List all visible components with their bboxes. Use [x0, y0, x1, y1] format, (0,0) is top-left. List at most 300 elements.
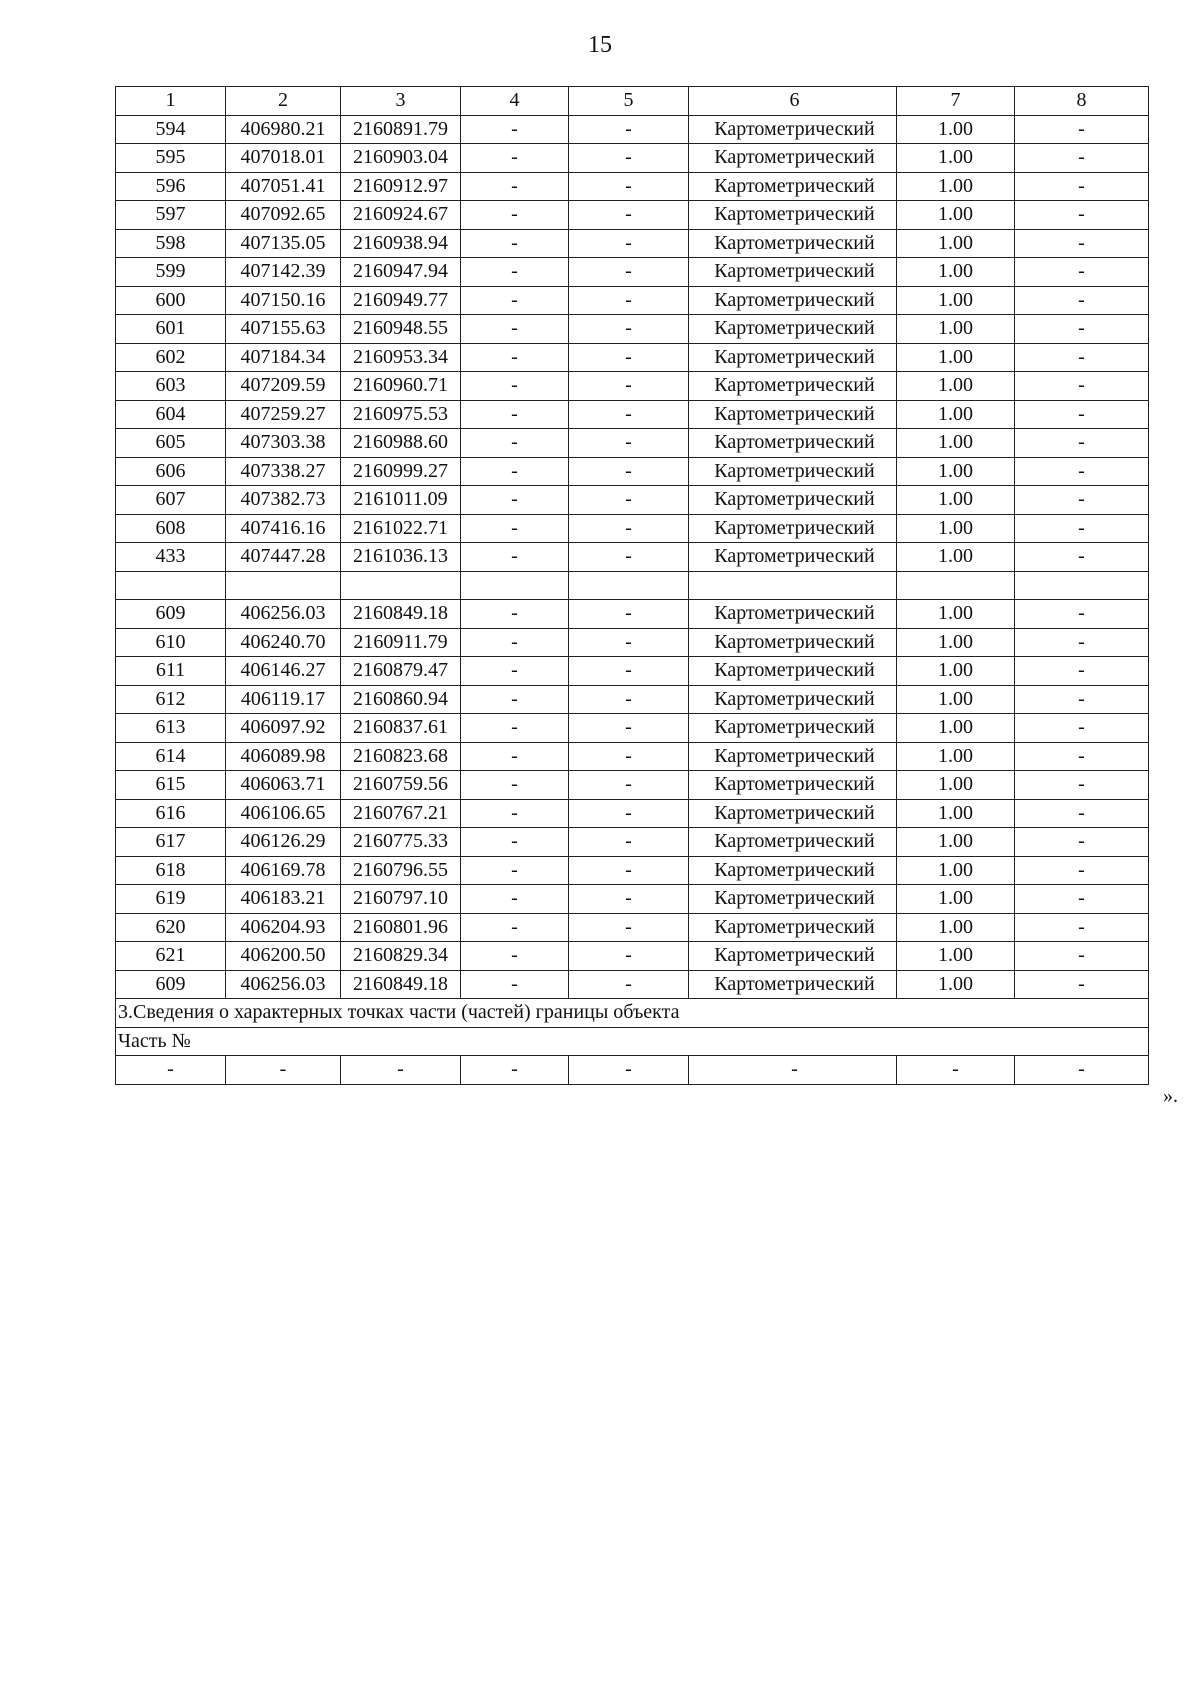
- table-cell-col-8: [1015, 571, 1149, 600]
- table-cell-col-3: 2160953.34: [341, 343, 461, 372]
- table-cell-col-6: Картометрический: [689, 799, 897, 828]
- table-cell-col-4: -: [461, 657, 569, 686]
- table-cell-col-5: -: [569, 400, 689, 429]
- table-row: [116, 657, 1149, 686]
- table-cell-col-7: 1.00: [897, 201, 1015, 230]
- table-cell-col-6: [689, 571, 897, 600]
- table-row: [116, 372, 1149, 401]
- table-cell-col-1: 595: [116, 144, 226, 173]
- table-cell-col-5: -: [569, 685, 689, 714]
- table-cell-col-1: 611: [116, 657, 226, 686]
- table-cell-col-1: 616: [116, 799, 226, 828]
- table-cell-col-5: -: [569, 429, 689, 458]
- table-cell-col-8: -: [1015, 970, 1149, 999]
- table-cell-col-4: -: [461, 942, 569, 971]
- table-cell-col-6: Картометрический: [689, 429, 897, 458]
- table-cell-col-1: 621: [116, 942, 226, 971]
- table-cell-col-7: 1.00: [897, 400, 1015, 429]
- table-cell-col-1: [116, 571, 226, 600]
- table-cell-col-3: 2160975.53: [341, 400, 461, 429]
- table-cell-col-6: Картометрический: [689, 486, 897, 515]
- table-cell-col-5: -: [569, 172, 689, 201]
- table-cell-col-5: -: [569, 970, 689, 999]
- table-cell-col-8: -: [1015, 172, 1149, 201]
- table-row: [116, 144, 1149, 173]
- table-cell-col-8: -: [1015, 942, 1149, 971]
- table-cell-col-8: -: [1015, 1056, 1149, 1085]
- table-cell-col-8: -: [1015, 429, 1149, 458]
- table-cell-col-2: 407447.28: [226, 543, 341, 572]
- table-cell-col-3: 2160891.79: [341, 115, 461, 144]
- table-cell-col-5: -: [569, 714, 689, 743]
- table-cell-col-1: 598: [116, 229, 226, 258]
- table-cell-col-2: 406146.27: [226, 657, 341, 686]
- table-cell-col-5: -: [569, 343, 689, 372]
- table-cell-col-8: -: [1015, 685, 1149, 714]
- table-cell-col-6: Картометрический: [689, 514, 897, 543]
- table-cell-col-5: -: [569, 600, 689, 629]
- table-cell-col-1: 612: [116, 685, 226, 714]
- table-cell-col-8: -: [1015, 201, 1149, 230]
- table-cell-col-4: -: [461, 1056, 569, 1085]
- table-cell-col-8: -: [1015, 885, 1149, 914]
- table-cell-col-5: -: [569, 1056, 689, 1085]
- table-cell-col-5: -: [569, 543, 689, 572]
- table-cell-col-5: -: [569, 942, 689, 971]
- table-cell-col-1: 603: [116, 372, 226, 401]
- table-row: [116, 201, 1149, 230]
- table-cell-col-6: Картометрический: [689, 229, 897, 258]
- table-cell-col-7: [897, 571, 1015, 600]
- table-cell-col-3: 3: [341, 87, 461, 116]
- table-cell-col-8: -: [1015, 514, 1149, 543]
- table-row: [116, 571, 1149, 600]
- table-cell-col-3: 2160849.18: [341, 600, 461, 629]
- table-cell-col-6: -: [689, 1056, 897, 1085]
- table-cell-col-1: 609: [116, 970, 226, 999]
- table-cell-col-2: 407051.41: [226, 172, 341, 201]
- table-cell-col-3: 2160903.04: [341, 144, 461, 173]
- table-cell-col-4: -: [461, 913, 569, 942]
- table-cell-col-4: -: [461, 742, 569, 771]
- table-cell-col-4: -: [461, 514, 569, 543]
- table-cell-col-7: 1.00: [897, 172, 1015, 201]
- table-cell-col-5: -: [569, 885, 689, 914]
- table-cell-col-8: -: [1015, 400, 1149, 429]
- table-cell-col-4: -: [461, 429, 569, 458]
- table-cell-col-2: 406063.71: [226, 771, 341, 800]
- table-cell-col-2: 406240.70: [226, 628, 341, 657]
- table-cell-col-3: 2160938.94: [341, 229, 461, 258]
- table-cell-col-5: -: [569, 657, 689, 686]
- table-cell-col-6: Картометрический: [689, 600, 897, 629]
- table-header-row: [116, 87, 1149, 116]
- table-cell-col-6: 6: [689, 87, 897, 116]
- table-cell-col-5: -: [569, 286, 689, 315]
- table-cell-col-4: -: [461, 144, 569, 173]
- table-cell-col-4: -: [461, 172, 569, 201]
- table-cell-col-7: 1.00: [897, 657, 1015, 686]
- table-cell-col-5: 5: [569, 87, 689, 116]
- table-cell-col-4: -: [461, 486, 569, 515]
- table-cell-col-3: 2160797.10: [341, 885, 461, 914]
- table-cell-col-3: 2161022.71: [341, 514, 461, 543]
- table-cell-col-2: 407155.63: [226, 315, 341, 344]
- table-cell-col-3: 2160829.34: [341, 942, 461, 971]
- table-cell-col-1: -: [116, 1056, 226, 1085]
- table-cell-col-8: -: [1015, 771, 1149, 800]
- table-cell-col-7: 1.00: [897, 286, 1015, 315]
- table-cell-col-2: 407150.16: [226, 286, 341, 315]
- table-cell-col-6: Картометрический: [689, 372, 897, 401]
- table-cell-col-4: -: [461, 771, 569, 800]
- table-cell-col-3: [341, 571, 461, 600]
- table-cell-col-1: 601: [116, 315, 226, 344]
- table-cell-col-3: 2160767.21: [341, 799, 461, 828]
- table-cell-col-1: 607: [116, 486, 226, 515]
- table-cell-col-7: 1.00: [897, 856, 1015, 885]
- table-cell-col-8: -: [1015, 286, 1149, 315]
- table-cell-col-1: 608: [116, 514, 226, 543]
- table-cell-col-5: -: [569, 201, 689, 230]
- table-cell-col-4: -: [461, 229, 569, 258]
- table-body: [116, 87, 1149, 1085]
- table-cell-col-6: Картометрический: [689, 742, 897, 771]
- table-cell-col-1: 605: [116, 429, 226, 458]
- table-cell-col-6: Картометрический: [689, 172, 897, 201]
- table-cell-col-7: 1.00: [897, 970, 1015, 999]
- table-cell-col-5: [569, 571, 689, 600]
- table-cell-col-8: -: [1015, 372, 1149, 401]
- table-cell-col-4: -: [461, 400, 569, 429]
- table-cell-col-3: 2160796.55: [341, 856, 461, 885]
- table-cell-col-1: 613: [116, 714, 226, 743]
- table-cell-col-4: 4: [461, 87, 569, 116]
- table-cell-col-1: 602: [116, 343, 226, 372]
- table-row: [116, 258, 1149, 287]
- table-cell-col-8: 8: [1015, 87, 1149, 116]
- table-cell-col-3: 2160948.55: [341, 315, 461, 344]
- table-row: [116, 799, 1149, 828]
- table-cell-col-7: 1.00: [897, 685, 1015, 714]
- table-cell-col-6: Картометрический: [689, 457, 897, 486]
- table-cell-col-8: -: [1015, 229, 1149, 258]
- table-row-empty-part: [116, 1056, 1149, 1085]
- table-cell-col-5: -: [569, 628, 689, 657]
- table-cell-col-6: Картометрический: [689, 828, 897, 857]
- table-row: [116, 828, 1149, 857]
- table-cell-col-2: 407092.65: [226, 201, 341, 230]
- table-cell-col-2: 406169.78: [226, 856, 341, 885]
- table-cell-col-6: Картометрический: [689, 115, 897, 144]
- table-cell-col-1: 615: [116, 771, 226, 800]
- table-cell-col-7: 1.00: [897, 429, 1015, 458]
- table-cell-col-7: 1.00: [897, 229, 1015, 258]
- table-cell-col-1: 620: [116, 913, 226, 942]
- table-cell-col-7: 1.00: [897, 714, 1015, 743]
- table-cell-col-1: 596: [116, 172, 226, 201]
- table-cell-col-1: 610: [116, 628, 226, 657]
- table-cell-col-6: Картометрический: [689, 970, 897, 999]
- table-cell-col-3: 2160911.79: [341, 628, 461, 657]
- table-cell-col-7: 7: [897, 87, 1015, 116]
- table-row: [116, 115, 1149, 144]
- table-cell-col-5: -: [569, 514, 689, 543]
- table-cell-col-6: Картометрический: [689, 343, 897, 372]
- table-cell-col-8: -: [1015, 543, 1149, 572]
- table-cell-col-7: 1.00: [897, 115, 1015, 144]
- table-cell-col-3: 2160837.61: [341, 714, 461, 743]
- table-cell-col-3: 2160860.94: [341, 685, 461, 714]
- table-cell-col-1: 597: [116, 201, 226, 230]
- table-cell-col-6: Картометрический: [689, 771, 897, 800]
- table-cell-col-2: 407018.01: [226, 144, 341, 173]
- table-cell-col-6: Картометрический: [689, 201, 897, 230]
- table-cell-col-2: 406097.92: [226, 714, 341, 743]
- table-cell-col-1: 599: [116, 258, 226, 287]
- table-cell-col-2: 406256.03: [226, 600, 341, 629]
- table-cell-col-2: 407338.27: [226, 457, 341, 486]
- section-title: 3.Сведения о характерных точках части (частей) границы объекта: [116, 999, 1149, 1028]
- table-cell-col-6: Картометрический: [689, 685, 897, 714]
- table-cell-col-4: -: [461, 828, 569, 857]
- table-cell-col-6: Картометрический: [689, 144, 897, 173]
- table-cell-col-2: -: [226, 1056, 341, 1085]
- table-cell-col-1: 617: [116, 828, 226, 857]
- table-cell-col-3: 2160879.47: [341, 657, 461, 686]
- table-row: [116, 885, 1149, 914]
- table-cell-col-8: -: [1015, 828, 1149, 857]
- table-cell-col-4: -: [461, 600, 569, 629]
- table-cell-col-8: -: [1015, 457, 1149, 486]
- table-cell-col-7: 1.00: [897, 628, 1015, 657]
- table-cell-col-2: 407142.39: [226, 258, 341, 287]
- table-cell-col-2: 406200.50: [226, 942, 341, 971]
- table-cell-col-6: Картометрический: [689, 543, 897, 572]
- table-cell-col-3: 2161011.09: [341, 486, 461, 515]
- table-cell-col-3: 2161036.13: [341, 543, 461, 572]
- table-cell-col-8: -: [1015, 913, 1149, 942]
- table-cell-col-7: 1.00: [897, 372, 1015, 401]
- table-row: [116, 315, 1149, 344]
- table-cell-col-8: -: [1015, 856, 1149, 885]
- table-cell-col-4: -: [461, 115, 569, 144]
- table-cell-col-4: -: [461, 315, 569, 344]
- table-cell-col-7: -: [897, 1056, 1015, 1085]
- table-cell-col-2: 406126.29: [226, 828, 341, 857]
- table-cell-col-2: 406204.93: [226, 913, 341, 942]
- table-cell-col-7: 1.00: [897, 600, 1015, 629]
- table-cell-col-5: -: [569, 144, 689, 173]
- boundary-points-table: [115, 86, 1149, 1085]
- table-cell-col-5: -: [569, 315, 689, 344]
- table-cell-col-4: -: [461, 970, 569, 999]
- table-cell-col-7: 1.00: [897, 315, 1015, 344]
- table-cell-col-1: 606: [116, 457, 226, 486]
- table-cell-col-7: 1.00: [897, 543, 1015, 572]
- table-cell-col-8: -: [1015, 628, 1149, 657]
- table-row: [116, 714, 1149, 743]
- table-cell-col-8: -: [1015, 799, 1149, 828]
- table-cell-col-4: -: [461, 258, 569, 287]
- table-cell-col-4: -: [461, 286, 569, 315]
- table-cell-col-3: 2160988.60: [341, 429, 461, 458]
- table-row: [116, 429, 1149, 458]
- table-cell-col-1: 600: [116, 286, 226, 315]
- table-cell-col-1: 618: [116, 856, 226, 885]
- table-cell-col-7: 1.00: [897, 514, 1015, 543]
- table-cell-col-3: 2160912.97: [341, 172, 461, 201]
- table-cell-col-2: 406256.03: [226, 970, 341, 999]
- table-cell-col-8: -: [1015, 742, 1149, 771]
- table-cell-col-6: Картометрический: [689, 400, 897, 429]
- table-cell-col-5: -: [569, 229, 689, 258]
- table-row: [116, 286, 1149, 315]
- table-cell-col-8: -: [1015, 486, 1149, 515]
- table-cell-col-2: 406089.98: [226, 742, 341, 771]
- table-row: [116, 856, 1149, 885]
- table-row: [116, 514, 1149, 543]
- table-row: [116, 600, 1149, 629]
- table-cell-col-7: 1.00: [897, 799, 1015, 828]
- table-row: [116, 942, 1149, 971]
- table-cell-col-2: [226, 571, 341, 600]
- closing-quote: ».: [1163, 1085, 1178, 1107]
- table-row: [116, 970, 1149, 999]
- table-cell-col-5: -: [569, 828, 689, 857]
- table-cell-col-4: -: [461, 201, 569, 230]
- table-cell-col-4: [461, 571, 569, 600]
- table-cell-col-7: 1.00: [897, 771, 1015, 800]
- table-cell-col-6: Картометрический: [689, 657, 897, 686]
- table-cell-col-2: 407135.05: [226, 229, 341, 258]
- table-cell-col-2: 406183.21: [226, 885, 341, 914]
- section-title-row: [116, 999, 1149, 1028]
- table-cell-col-2: 406980.21: [226, 115, 341, 144]
- table-cell-col-5: -: [569, 856, 689, 885]
- table-cell-col-3: 2160947.94: [341, 258, 461, 287]
- table-cell-col-4: -: [461, 543, 569, 572]
- table-cell-col-2: 407209.59: [226, 372, 341, 401]
- table-cell-col-2: 407303.38: [226, 429, 341, 458]
- table-cell-col-8: -: [1015, 714, 1149, 743]
- table-cell-col-4: -: [461, 799, 569, 828]
- table-cell-col-7: 1.00: [897, 144, 1015, 173]
- table-cell-col-3: 2160960.71: [341, 372, 461, 401]
- table-cell-col-6: Картометрический: [689, 258, 897, 287]
- table-row: [116, 457, 1149, 486]
- table-cell-col-8: -: [1015, 144, 1149, 173]
- table-cell-col-2: 407416.16: [226, 514, 341, 543]
- table-cell-col-3: 2160823.68: [341, 742, 461, 771]
- table-cell-col-4: -: [461, 856, 569, 885]
- table-cell-col-1: 433: [116, 543, 226, 572]
- table-cell-col-5: -: [569, 258, 689, 287]
- table-row: [116, 771, 1149, 800]
- table-cell-col-7: 1.00: [897, 486, 1015, 515]
- table-cell-col-3: 2160924.67: [341, 201, 461, 230]
- table-row: [116, 685, 1149, 714]
- table-cell-col-4: -: [461, 457, 569, 486]
- table-cell-col-2: 406119.17: [226, 685, 341, 714]
- table-cell-col-5: -: [569, 372, 689, 401]
- table-cell-col-8: -: [1015, 600, 1149, 629]
- table-cell-col-7: 1.00: [897, 457, 1015, 486]
- table-cell-col-3: 2160999.27: [341, 457, 461, 486]
- part-number-label-row: [116, 1027, 1149, 1056]
- table-cell-col-7: 1.00: [897, 258, 1015, 287]
- table-row: [116, 628, 1149, 657]
- page-number: 15: [588, 32, 612, 58]
- table-cell-col-5: -: [569, 115, 689, 144]
- table-cell-col-1: 604: [116, 400, 226, 429]
- table-row: [116, 172, 1149, 201]
- table-cell-col-6: Картометрический: [689, 913, 897, 942]
- table-cell-col-4: -: [461, 372, 569, 401]
- table-cell-col-5: -: [569, 742, 689, 771]
- table-cell-col-7: 1.00: [897, 343, 1015, 372]
- table-cell-col-6: Картометрический: [689, 856, 897, 885]
- table-cell-col-2: 407382.73: [226, 486, 341, 515]
- table-cell-col-6: Картометрический: [689, 885, 897, 914]
- table-cell-col-3: 2160949.77: [341, 286, 461, 315]
- table-row: [116, 229, 1149, 258]
- table-row: [116, 486, 1149, 515]
- table-cell-col-6: Картометрический: [689, 628, 897, 657]
- table-cell-col-8: -: [1015, 258, 1149, 287]
- table-cell-col-1: 619: [116, 885, 226, 914]
- table-cell-col-7: 1.00: [897, 885, 1015, 914]
- table-row: [116, 400, 1149, 429]
- table-cell-col-4: -: [461, 685, 569, 714]
- table-row: [116, 913, 1149, 942]
- table-row: [116, 742, 1149, 771]
- table-cell-col-6: Картометрический: [689, 315, 897, 344]
- table-cell-col-7: 1.00: [897, 828, 1015, 857]
- table-row: [116, 343, 1149, 372]
- table-cell-col-5: -: [569, 799, 689, 828]
- table-cell-col-3: 2160759.56: [341, 771, 461, 800]
- table-cell-col-4: -: [461, 628, 569, 657]
- table-cell-col-3: 2160775.33: [341, 828, 461, 857]
- table-cell-col-4: -: [461, 885, 569, 914]
- table-row: [116, 543, 1149, 572]
- table-cell-col-2: 407184.34: [226, 343, 341, 372]
- table-cell-col-6: Картометрический: [689, 714, 897, 743]
- table-cell-col-6: Картометрический: [689, 286, 897, 315]
- table-cell-col-1: 1: [116, 87, 226, 116]
- table-cell-col-7: 1.00: [897, 913, 1015, 942]
- part-number-label: Часть №: [116, 1027, 1149, 1056]
- table-cell-col-2: 407259.27: [226, 400, 341, 429]
- table-cell-col-1: 609: [116, 600, 226, 629]
- table-cell-col-7: 1.00: [897, 742, 1015, 771]
- table-cell-col-2: 406106.65: [226, 799, 341, 828]
- table-cell-col-5: -: [569, 913, 689, 942]
- table-cell-col-8: -: [1015, 657, 1149, 686]
- table-cell-col-8: -: [1015, 343, 1149, 372]
- table-cell-col-3: 2160849.18: [341, 970, 461, 999]
- table-cell-col-5: -: [569, 771, 689, 800]
- table-cell-col-7: 1.00: [897, 942, 1015, 971]
- table-cell-col-3: -: [341, 1056, 461, 1085]
- table-cell-col-4: -: [461, 714, 569, 743]
- table-cell-col-2: 2: [226, 87, 341, 116]
- table-cell-col-5: -: [569, 457, 689, 486]
- table-cell-col-3: 2160801.96: [341, 913, 461, 942]
- table-cell-col-8: -: [1015, 315, 1149, 344]
- table-cell-col-1: 614: [116, 742, 226, 771]
